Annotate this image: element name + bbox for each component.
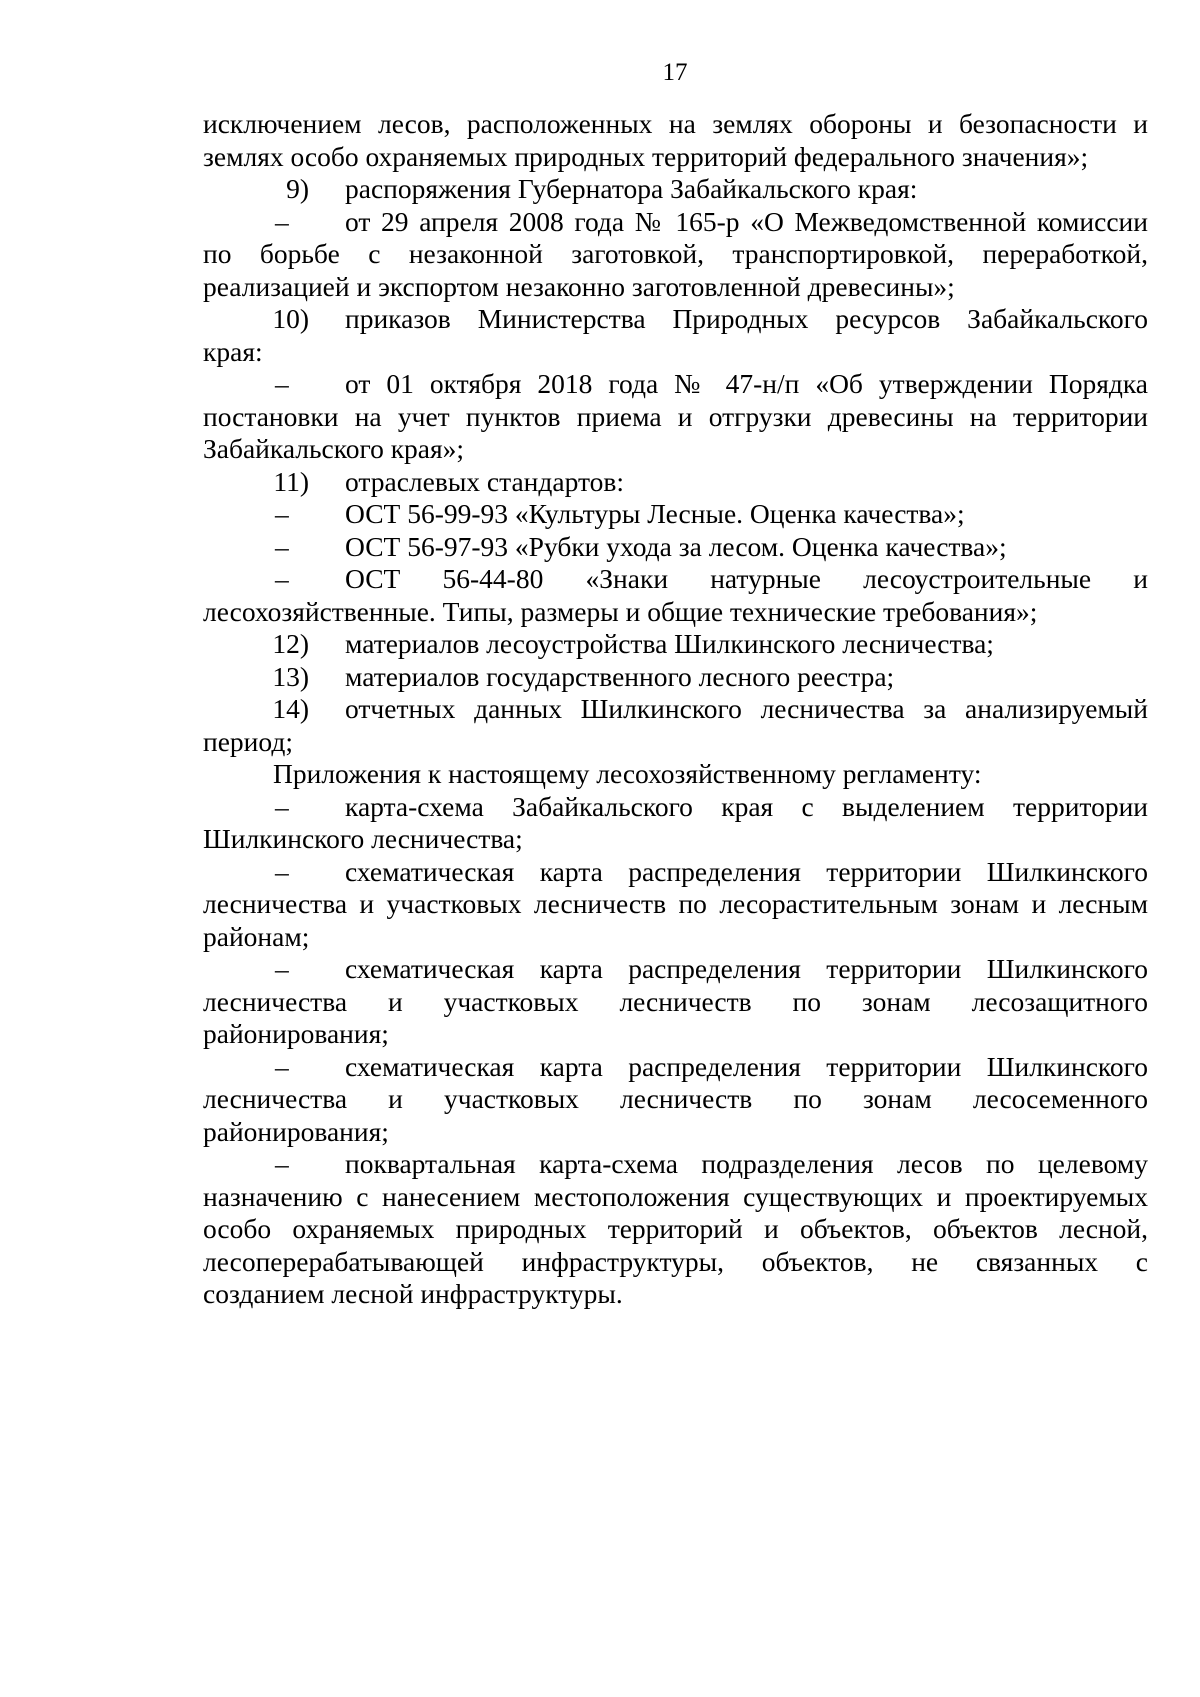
- dash-item: [203, 498, 1148, 531]
- appendix-heading-text: Приложения к настоящему лесохозяйственному регламенту:: [273, 758, 982, 789]
- list-text: схематическая карта распределения территории Шилкинского: [345, 1050, 1148, 1082]
- dash-item: [203, 1148, 1148, 1181]
- dash-marker: –: [275, 530, 289, 562]
- dash-item: [203, 953, 1148, 986]
- text-line: лесничества и участковых лесничеств по лесорастительным зонам и лесным: [203, 888, 1148, 919]
- dash-marker: –: [275, 563, 289, 594]
- text-line: лесохозяйственные. Типы, размеры и общие технические требования»;: [203, 595, 1038, 627]
- list-item-12: [203, 628, 1148, 661]
- dash-item: [203, 206, 1148, 239]
- list-number: 10): [272, 303, 309, 334]
- list-item-9: [203, 173, 1148, 206]
- dash-item: [203, 368, 1148, 401]
- dash-marker: –: [275, 855, 289, 887]
- list-text: ОСТ 56-44-80 «Знаки натурные лесоустроительные и: [345, 563, 1148, 594]
- text-line: лесничества и участковых лесничеств по зонам лесосеменного: [203, 1083, 1148, 1114]
- dash-marker: –: [275, 1050, 289, 1082]
- list-number: 14): [272, 693, 309, 724]
- text-line: по борьбе с незаконной заготовкой, транспортировкой, переработкой,: [203, 238, 1148, 269]
- text-line: лесоперерабатывающей инфраструктуры, объектов, не связанных с: [203, 1245, 1148, 1277]
- dash-marker: –: [275, 205, 289, 237]
- list-text: ОСТ 56-99-93 «Культуры Лесные. Оценка качества»;: [345, 498, 965, 529]
- list-text: приказов Министерства Природных ресурсов Забайкальского: [345, 303, 1148, 334]
- list-text: отчетных данных Шилкинского лесничества за анализируемый: [345, 693, 1148, 724]
- text-line: постановки на учет пунктов приема и отгрузки древесины на территории: [203, 400, 1148, 432]
- dash-marker: –: [275, 368, 289, 399]
- dash-marker: –: [275, 790, 289, 822]
- list-text: материалов лесоустройства Шилкинского лесничества;: [345, 628, 994, 659]
- list-item-10: [203, 303, 1148, 336]
- list-text: карта-схема Забайкальского края с выделением территории: [345, 790, 1148, 822]
- text-line: исключением лесов, расположенных на землях обороны и безопасности и: [203, 108, 1148, 139]
- list-item-14: [203, 693, 1148, 726]
- text-line: Забайкальского края»;: [203, 433, 465, 464]
- page-number: 17: [662, 59, 688, 86]
- text-line: края:: [203, 335, 263, 367]
- list-item-11: [203, 466, 1148, 499]
- list-text: материалов государственного лесного реестра;: [345, 660, 895, 692]
- list-item-13: [203, 661, 1148, 694]
- list-text: поквартальная карта-схема подразделения лесов по целевому: [345, 1148, 1148, 1179]
- text-line: Шилкинского лесничества;: [203, 823, 523, 854]
- list-text: отраслевых стандартов:: [345, 465, 625, 497]
- text-line: созданием лесной инфраструктуры.: [203, 1278, 623, 1309]
- dash-marker: –: [275, 953, 289, 984]
- text-line: районирования;: [203, 1018, 389, 1049]
- list-text: ОСТ 56-97-93 «Рубки ухода за лесом. Оценка качества»;: [345, 530, 1007, 562]
- list-number: 13): [272, 660, 309, 692]
- dash-item: [203, 531, 1148, 564]
- dash-item: [203, 563, 1148, 596]
- list-number: 9): [286, 173, 309, 204]
- dash-item: [203, 856, 1148, 889]
- text-line: землях особо охраняемых природных территорий федерального значения»;: [203, 140, 1089, 172]
- list-number: 12): [272, 628, 309, 659]
- document-body: [203, 108, 1148, 1311]
- list-text: от 29 апреля 2008 года № 165-р «О Межведомственной комиссии: [345, 205, 1148, 237]
- text-line: период;: [203, 725, 293, 757]
- text-line: реализацией и экспортом незаконно заготовленной древесины»;: [203, 270, 955, 302]
- text-line: районирования;: [203, 1115, 389, 1147]
- text-line: районам;: [203, 920, 310, 952]
- list-number: 11): [273, 465, 309, 497]
- list-text: распоряжения Губернатора Забайкальского края:: [345, 173, 918, 204]
- list-text: схематическая карта распределения территории Шилкинского: [345, 855, 1148, 887]
- text-line: назначению с нанесением местоположения существующих и проектируемых: [203, 1180, 1148, 1212]
- dash-marker: –: [275, 498, 289, 529]
- text-line: лесничества и участковых лесничеств по зонам лесозащитного: [203, 985, 1148, 1017]
- appendix-heading: [203, 758, 1148, 791]
- dash-item: [203, 791, 1148, 824]
- list-text: схематическая карта распределения территории Шилкинского: [345, 953, 1148, 984]
- list-text: от 01 октября 2018 года № 47-н/п «Об утверждении Порядка: [345, 368, 1148, 399]
- dash-marker: –: [275, 1148, 289, 1179]
- text-line: особо охраняемых природных территорий и объектов, объектов лесной,: [203, 1213, 1148, 1244]
- dash-item: [203, 1051, 1148, 1084]
